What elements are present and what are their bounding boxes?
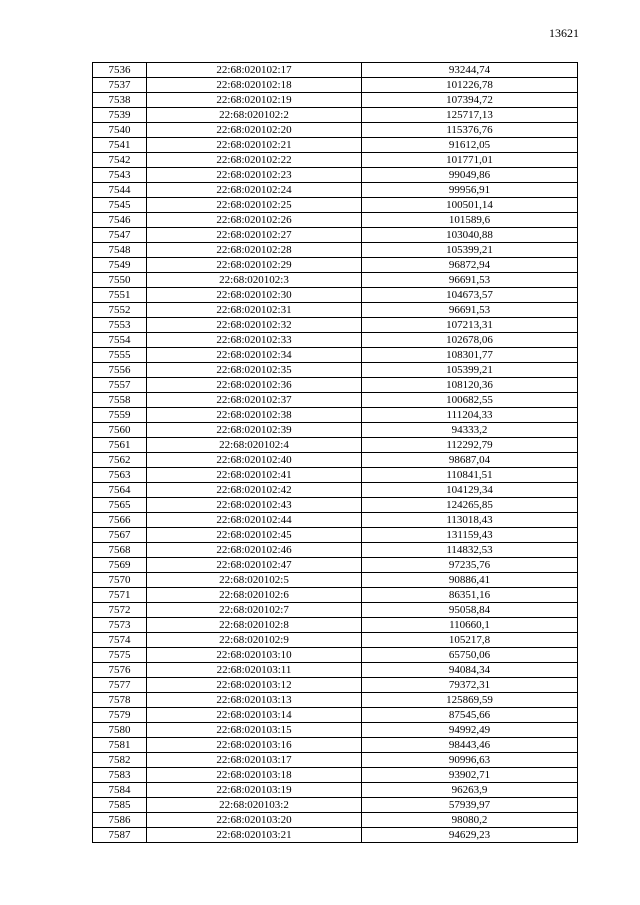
row-number-cell: 7536: [93, 63, 147, 78]
row-number-cell: 7564: [93, 483, 147, 498]
cadastral-number-cell: 22:68:020102:19: [147, 93, 362, 108]
cadastral-number-cell: 22:68:020102:6: [147, 588, 362, 603]
row-number-cell: 7571: [93, 588, 147, 603]
table-row: [93, 138, 578, 153]
cadastral-value-cell: 107394,72: [362, 93, 578, 108]
table-row: [93, 273, 578, 288]
table-row: [93, 303, 578, 318]
cadastral-number-cell: 22:68:020102:21: [147, 138, 362, 153]
table-row: [93, 768, 578, 783]
cadastral-number-cell: 22:68:020102:38: [147, 408, 362, 423]
table-body: [93, 63, 578, 843]
cadastral-number-cell: 22:68:020102:44: [147, 513, 362, 528]
row-number-cell: 7544: [93, 183, 147, 198]
cadastral-value-cell: 102678,06: [362, 333, 578, 348]
row-number-cell: 7541: [93, 138, 147, 153]
cadastral-value-cell: 105399,21: [362, 363, 578, 378]
table-row: [93, 723, 578, 738]
table-row: [93, 753, 578, 768]
cadastral-number-cell: 22:68:020103:12: [147, 678, 362, 693]
table-row: [93, 528, 578, 543]
cadastral-value-cell: 101589,6: [362, 213, 578, 228]
table-row: [93, 633, 578, 648]
cadastral-number-cell: 22:68:020103:15: [147, 723, 362, 738]
row-number-cell: 7543: [93, 168, 147, 183]
cadastral-value-cell: 131159,43: [362, 528, 578, 543]
row-number-cell: 7554: [93, 333, 147, 348]
row-number-cell: 7539: [93, 108, 147, 123]
cadastral-number-cell: 22:68:020103:14: [147, 708, 362, 723]
cadastral-value-cell: 124265,85: [362, 498, 578, 513]
cadastral-number-cell: 22:68:020102:33: [147, 333, 362, 348]
cadastral-value-cell: 111204,33: [362, 408, 578, 423]
cadastral-number-cell: 22:68:020102:47: [147, 558, 362, 573]
cadastral-number-cell: 22:68:020103:19: [147, 783, 362, 798]
row-number-cell: 7540: [93, 123, 147, 138]
cadastral-number-cell: 22:68:020102:28: [147, 243, 362, 258]
cadastral-number-cell: 22:68:020102:24: [147, 183, 362, 198]
cadastral-number-cell: 22:68:020102:36: [147, 378, 362, 393]
cadastral-value-cell: 100501,14: [362, 198, 578, 213]
row-number-cell: 7577: [93, 678, 147, 693]
cadastral-value-cell: 108301,77: [362, 348, 578, 363]
table-row: [93, 198, 578, 213]
table-row: [93, 183, 578, 198]
cadastral-number-cell: 22:68:020103:11: [147, 663, 362, 678]
cadastral-value-cell: 99049,86: [362, 168, 578, 183]
row-number-cell: 7569: [93, 558, 147, 573]
cadastral-number-cell: 22:68:020102:9: [147, 633, 362, 648]
cadastral-number-cell: 22:68:020102:2: [147, 108, 362, 123]
cadastral-number-cell: 22:68:020102:23: [147, 168, 362, 183]
table-row: [93, 558, 578, 573]
cadastral-value-cell: 98687,04: [362, 453, 578, 468]
row-number-cell: 7580: [93, 723, 147, 738]
cadastral-number-cell: 22:68:020102:27: [147, 228, 362, 243]
table-row: [93, 333, 578, 348]
cadastral-value-cell: 96691,53: [362, 273, 578, 288]
cadastral-value-cell: 98443,46: [362, 738, 578, 753]
cadastral-number-cell: 22:68:020102:4: [147, 438, 362, 453]
row-number-cell: 7573: [93, 618, 147, 633]
row-number-cell: 7558: [93, 393, 147, 408]
table-row: [93, 618, 578, 633]
cadastral-number-cell: 22:68:020103:10: [147, 648, 362, 663]
table-row: [93, 813, 578, 828]
cadastral-value-cell: 113018,43: [362, 513, 578, 528]
cadastral-number-cell: 22:68:020102:32: [147, 318, 362, 333]
cadastral-value-cell: 65750,06: [362, 648, 578, 663]
row-number-cell: 7587: [93, 828, 147, 843]
cadastral-value-cell: 94084,34: [362, 663, 578, 678]
cadastral-number-cell: 22:68:020102:25: [147, 198, 362, 213]
cadastral-number-cell: 22:68:020102:29: [147, 258, 362, 273]
table-row: [93, 573, 578, 588]
cadastral-value-cell: 96872,94: [362, 258, 578, 273]
cadastral-number-cell: 22:68:020102:45: [147, 528, 362, 543]
table-row: [93, 408, 578, 423]
table-row: [93, 648, 578, 663]
row-number-cell: 7559: [93, 408, 147, 423]
row-number-cell: 7565: [93, 498, 147, 513]
row-number-cell: 7582: [93, 753, 147, 768]
cadastral-value-cell: 96263,9: [362, 783, 578, 798]
table-row: [93, 498, 578, 513]
cadastral-value-cell: 97235,76: [362, 558, 578, 573]
cadastral-number-cell: 22:68:020102:43: [147, 498, 362, 513]
table-row: [93, 258, 578, 273]
row-number-cell: 7570: [93, 573, 147, 588]
cadastral-value-cell: 99956,91: [362, 183, 578, 198]
cadastral-value-cell: 90886,41: [362, 573, 578, 588]
table-row: [93, 708, 578, 723]
table-row: [93, 93, 578, 108]
row-number-cell: 7583: [93, 768, 147, 783]
cadastral-value-cell: 110841,51: [362, 468, 578, 483]
row-number-cell: 7560: [93, 423, 147, 438]
table-row: [93, 423, 578, 438]
row-number-cell: 7542: [93, 153, 147, 168]
cadastral-value-cell: 86351,16: [362, 588, 578, 603]
cadastral-number-cell: 22:68:020103:20: [147, 813, 362, 828]
row-number-cell: 7545: [93, 198, 147, 213]
row-number-cell: 7563: [93, 468, 147, 483]
row-number-cell: 7538: [93, 93, 147, 108]
row-number-cell: 7551: [93, 288, 147, 303]
cadastral-number-cell: 22:68:020103:17: [147, 753, 362, 768]
cadastral-value-cell: 94992,49: [362, 723, 578, 738]
cadastral-value-cell: 125717,13: [362, 108, 578, 123]
table-row: [93, 288, 578, 303]
cadastral-number-cell: 22:68:020102:37: [147, 393, 362, 408]
page-number: 13621: [549, 26, 579, 40]
cadastral-number-cell: 22:68:020102:3: [147, 273, 362, 288]
table-row: [93, 228, 578, 243]
table-row: [93, 153, 578, 168]
cadastral-number-cell: 22:68:020102:30: [147, 288, 362, 303]
row-number-cell: 7574: [93, 633, 147, 648]
row-number-cell: 7537: [93, 78, 147, 93]
row-number-cell: 7576: [93, 663, 147, 678]
row-number-cell: 7557: [93, 378, 147, 393]
cadastral-number-cell: 22:68:020102:17: [147, 63, 362, 78]
table-row: [93, 453, 578, 468]
cadastral-value-cell: 125869,59: [362, 693, 578, 708]
cadastral-value-cell: 105217,8: [362, 633, 578, 648]
table-row: [93, 243, 578, 258]
cadastral-number-cell: 22:68:020102:18: [147, 78, 362, 93]
cadastral-value-cell: 112292,79: [362, 438, 578, 453]
row-number-cell: 7562: [93, 453, 147, 468]
cadastral-value-cell: 96691,53: [362, 303, 578, 318]
row-number-cell: 7555: [93, 348, 147, 363]
cadastral-value-cell: 101771,01: [362, 153, 578, 168]
cadastral-number-cell: 22:68:020102:46: [147, 543, 362, 558]
table-row: [93, 543, 578, 558]
cadastral-value-cell: 104129,34: [362, 483, 578, 498]
cadastral-value-cell: 94629,23: [362, 828, 578, 843]
row-number-cell: 7579: [93, 708, 147, 723]
table-row: [93, 78, 578, 93]
table-row: [93, 678, 578, 693]
cadastral-value-cell: 57939,97: [362, 798, 578, 813]
row-number-cell: 7567: [93, 528, 147, 543]
row-number-cell: 7549: [93, 258, 147, 273]
cadastral-number-cell: 22:68:020102:42: [147, 483, 362, 498]
row-number-cell: 7566: [93, 513, 147, 528]
table-row: [93, 693, 578, 708]
cadastral-number-cell: 22:68:020102:20: [147, 123, 362, 138]
cadastral-value-cell: 104673,57: [362, 288, 578, 303]
cadastral-value-cell: 107213,31: [362, 318, 578, 333]
cadastral-value-cell: 100682,55: [362, 393, 578, 408]
row-number-cell: 7561: [93, 438, 147, 453]
cadastral-number-cell: 22:68:020102:40: [147, 453, 362, 468]
cadastral-value-cell: 93244,74: [362, 63, 578, 78]
row-number-cell: 7578: [93, 693, 147, 708]
table-row: [93, 393, 578, 408]
table-row: [93, 738, 578, 753]
cadastral-value-cell: 98080,2: [362, 813, 578, 828]
cadastral-number-cell: 22:68:020102:5: [147, 573, 362, 588]
cadastral-number-cell: 22:68:020102:31: [147, 303, 362, 318]
table-row: [93, 798, 578, 813]
row-number-cell: 7581: [93, 738, 147, 753]
table-row: [93, 438, 578, 453]
cadastral-number-cell: 22:68:020103:2: [147, 798, 362, 813]
cadastral-value-cell: 87545,66: [362, 708, 578, 723]
table-row: [93, 378, 578, 393]
table-row: [93, 123, 578, 138]
cadastral-value-cell: 115376,76: [362, 123, 578, 138]
cadastral-value-cell: 91612,05: [362, 138, 578, 153]
cadastral-value-cell: 93902,71: [362, 768, 578, 783]
table-row: [93, 603, 578, 618]
row-number-cell: 7556: [93, 363, 147, 378]
cadastral-value-cell: 94333,2: [362, 423, 578, 438]
cadastral-number-cell: 22:68:020102:26: [147, 213, 362, 228]
table-row: [93, 108, 578, 123]
row-number-cell: 7548: [93, 243, 147, 258]
table-row: [93, 588, 578, 603]
table-row: [93, 828, 578, 843]
cadastral-number-cell: 22:68:020102:8: [147, 618, 362, 633]
table-row: [93, 513, 578, 528]
cadastral-value-cell: 101226,78: [362, 78, 578, 93]
row-number-cell: 7568: [93, 543, 147, 558]
cadastral-value-cell: 114832,53: [362, 543, 578, 558]
row-number-cell: 7546: [93, 213, 147, 228]
row-number-cell: 7572: [93, 603, 147, 618]
cadastral-number-cell: 22:68:020103:13: [147, 693, 362, 708]
row-number-cell: 7585: [93, 798, 147, 813]
row-number-cell: 7586: [93, 813, 147, 828]
table-row: [93, 783, 578, 798]
table-row: [93, 483, 578, 498]
cadastral-number-cell: 22:68:020102:39: [147, 423, 362, 438]
cadastral-number-cell: 22:68:020103:16: [147, 738, 362, 753]
table-row: [93, 168, 578, 183]
table-row: [93, 63, 578, 78]
row-number-cell: 7547: [93, 228, 147, 243]
cadastral-number-cell: 22:68:020102:22: [147, 153, 362, 168]
row-number-cell: 7553: [93, 318, 147, 333]
table-row: [93, 318, 578, 333]
cadastral-value-table: [92, 62, 578, 843]
row-number-cell: 7575: [93, 648, 147, 663]
table-row: [93, 663, 578, 678]
cadastral-number-cell: 22:68:020102:34: [147, 348, 362, 363]
table-row: [93, 213, 578, 228]
cadastral-number-cell: 22:68:020102:41: [147, 468, 362, 483]
cadastral-value-cell: 103040,88: [362, 228, 578, 243]
cadastral-number-cell: 22:68:020103:21: [147, 828, 362, 843]
cadastral-number-cell: 22:68:020102:7: [147, 603, 362, 618]
cadastral-value-cell: 90996,63: [362, 753, 578, 768]
table-row: [93, 363, 578, 378]
cadastral-value-cell: 108120,36: [362, 378, 578, 393]
row-number-cell: 7550: [93, 273, 147, 288]
cadastral-value-cell: 110660,1: [362, 618, 578, 633]
cadastral-value-cell: 79372,31: [362, 678, 578, 693]
cadastral-number-cell: 22:68:020103:18: [147, 768, 362, 783]
cadastral-number-cell: 22:68:020102:35: [147, 363, 362, 378]
table-row: [93, 468, 578, 483]
table-row: [93, 348, 578, 363]
row-number-cell: 7584: [93, 783, 147, 798]
row-number-cell: 7552: [93, 303, 147, 318]
cadastral-value-cell: 95058,84: [362, 603, 578, 618]
cadastral-value-cell: 105399,21: [362, 243, 578, 258]
